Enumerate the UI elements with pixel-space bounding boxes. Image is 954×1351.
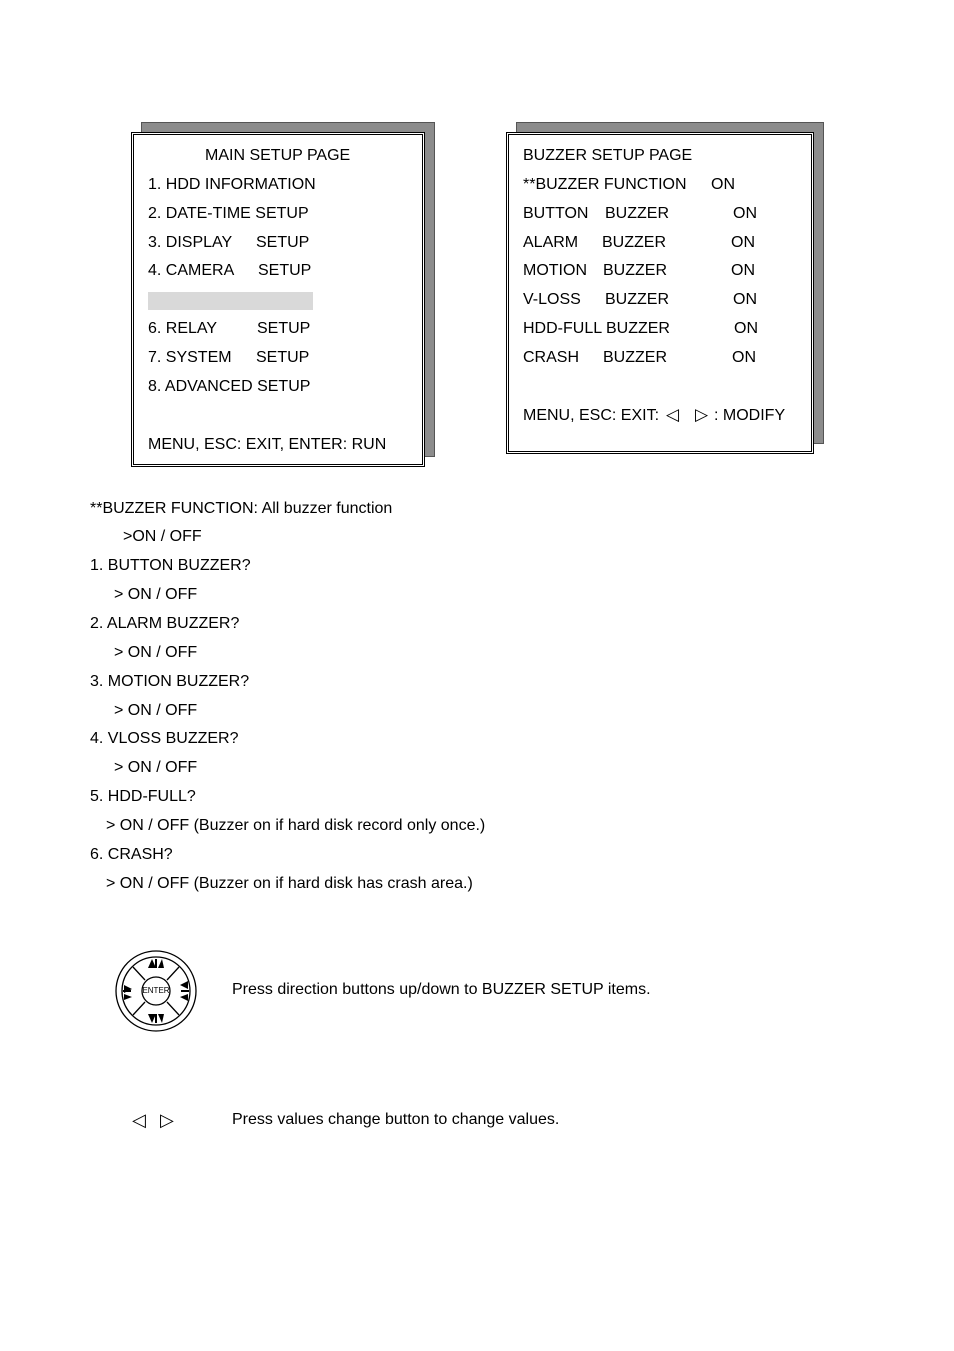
main-item-setup-word: SETUP (256, 234, 310, 251)
buzzer-row-kind: BUZZER (605, 291, 669, 308)
desc-alarm-buzzer-options: > ON / OFF (114, 644, 198, 661)
desc-hdd-full: 5. HDD-FULL? (90, 788, 196, 805)
desc-crash-options: > ON / OFF (Buzzer on if hard disk has crash area.) (106, 875, 473, 892)
buzzer-row-value[interactable]: ON (734, 320, 758, 337)
buzzer-row-name: CRASH (523, 349, 580, 366)
main-item-label: 2. DATE-TIME SETUP (148, 205, 309, 222)
buzzer-function-value[interactable]: ON (711, 176, 735, 193)
dpad-instruction-text: Press direction buttons up/down to BUZZER SETUP items. (232, 981, 651, 998)
buzzer-row-value[interactable]: ON (733, 205, 757, 222)
left-arrow-icon: ◁ (666, 405, 680, 424)
desc-button-buzzer: 1. BUTTON BUZZER? (90, 557, 251, 574)
main-item-label: 1. HDD INFORMATION (148, 176, 316, 193)
desc-buzzer-function: **BUZZER FUNCTION: All buzzer function (90, 500, 393, 517)
buzzer-row-name: MOTION (523, 262, 587, 279)
desc-hdd-full-options: > ON / OFF (Buzzer on if hard disk record only once.) (106, 817, 486, 834)
right-triangle-icon: ▷ (160, 1110, 174, 1130)
value-change-buttons (132, 1110, 182, 1132)
main-panel-footer: MENU, ESC: EXIT, ENTER: RUN (148, 436, 387, 453)
buzzer-panel-title: BUZZER SETUP PAGE (523, 147, 693, 164)
desc-motion-buzzer-options: > ON / OFF (114, 702, 198, 719)
desc-alarm-buzzer: 2. ALARM BUZZER? (90, 615, 240, 632)
buzzer-row-kind: BUZZER (605, 205, 669, 222)
arrows-instruction-text: Press values change button to change values. (232, 1111, 560, 1128)
desc-motion-buzzer: 3. MOTION BUZZER? (90, 673, 250, 690)
main-item-label: 7. SYSTEM (148, 349, 232, 366)
desc-vloss-buzzer: 4. VLOSS BUZZER? (90, 730, 239, 747)
buzzer-row-name: V-LOSS (523, 291, 581, 308)
main-item-setup-word: SETUP (256, 349, 310, 366)
main-item-date-time-setup[interactable] (148, 204, 309, 224)
buzzer-row-value[interactable]: ON (732, 349, 756, 366)
desc-button-buzzer-options: > ON / OFF (114, 586, 198, 603)
buzzer-row-name: HDD-FULL BUZZER (523, 320, 670, 337)
direction-pad-icon (114, 947, 198, 1035)
main-item-setup-word: SETUP (257, 320, 311, 337)
dpad-enter-label: ENTER (142, 986, 170, 995)
main-item-highlight-bar[interactable] (148, 292, 313, 310)
buzzer-row-kind: BUZZER (603, 349, 667, 366)
buzzer-footer-prefix: MENU, ESC: EXIT: (523, 407, 660, 424)
main-item-setup-word: SETUP (258, 262, 312, 279)
main-item-label: 6. RELAY (148, 320, 218, 337)
buzzer-row-value[interactable]: ON (733, 291, 757, 308)
right-arrow-icon: ▷ (695, 405, 709, 424)
buzzer-row-value[interactable]: ON (731, 262, 755, 279)
buzzer-function-label: **BUZZER FUNCTION (523, 176, 687, 193)
main-item-label: 3. DISPLAY (148, 234, 233, 251)
buzzer-row-name: ALARM (523, 234, 579, 251)
buzzer-row-kind: BUZZER (602, 234, 666, 251)
buzzer-row-name: BUTTON (523, 205, 589, 222)
buzzer-row-value[interactable]: ON (731, 234, 755, 251)
left-triangle-icon: ◁ (132, 1110, 146, 1130)
main-item-hdd-information[interactable] (148, 175, 316, 195)
desc-buzzer-function-options: >ON / OFF (123, 528, 202, 545)
buzzer-footer-suffix: : MODIFY (714, 407, 786, 424)
main-item-advanced-setup[interactable] (148, 377, 310, 397)
desc-crash: 6. CRASH? (90, 846, 173, 863)
main-panel-title: MAIN SETUP PAGE (205, 147, 351, 164)
buzzer-row-kind: BUZZER (603, 262, 667, 279)
main-item-label: 8. ADVANCED SETUP (148, 378, 311, 395)
desc-vloss-buzzer-options: > ON / OFF (114, 759, 198, 776)
main-item-label: 4. CAMERA (148, 262, 235, 279)
